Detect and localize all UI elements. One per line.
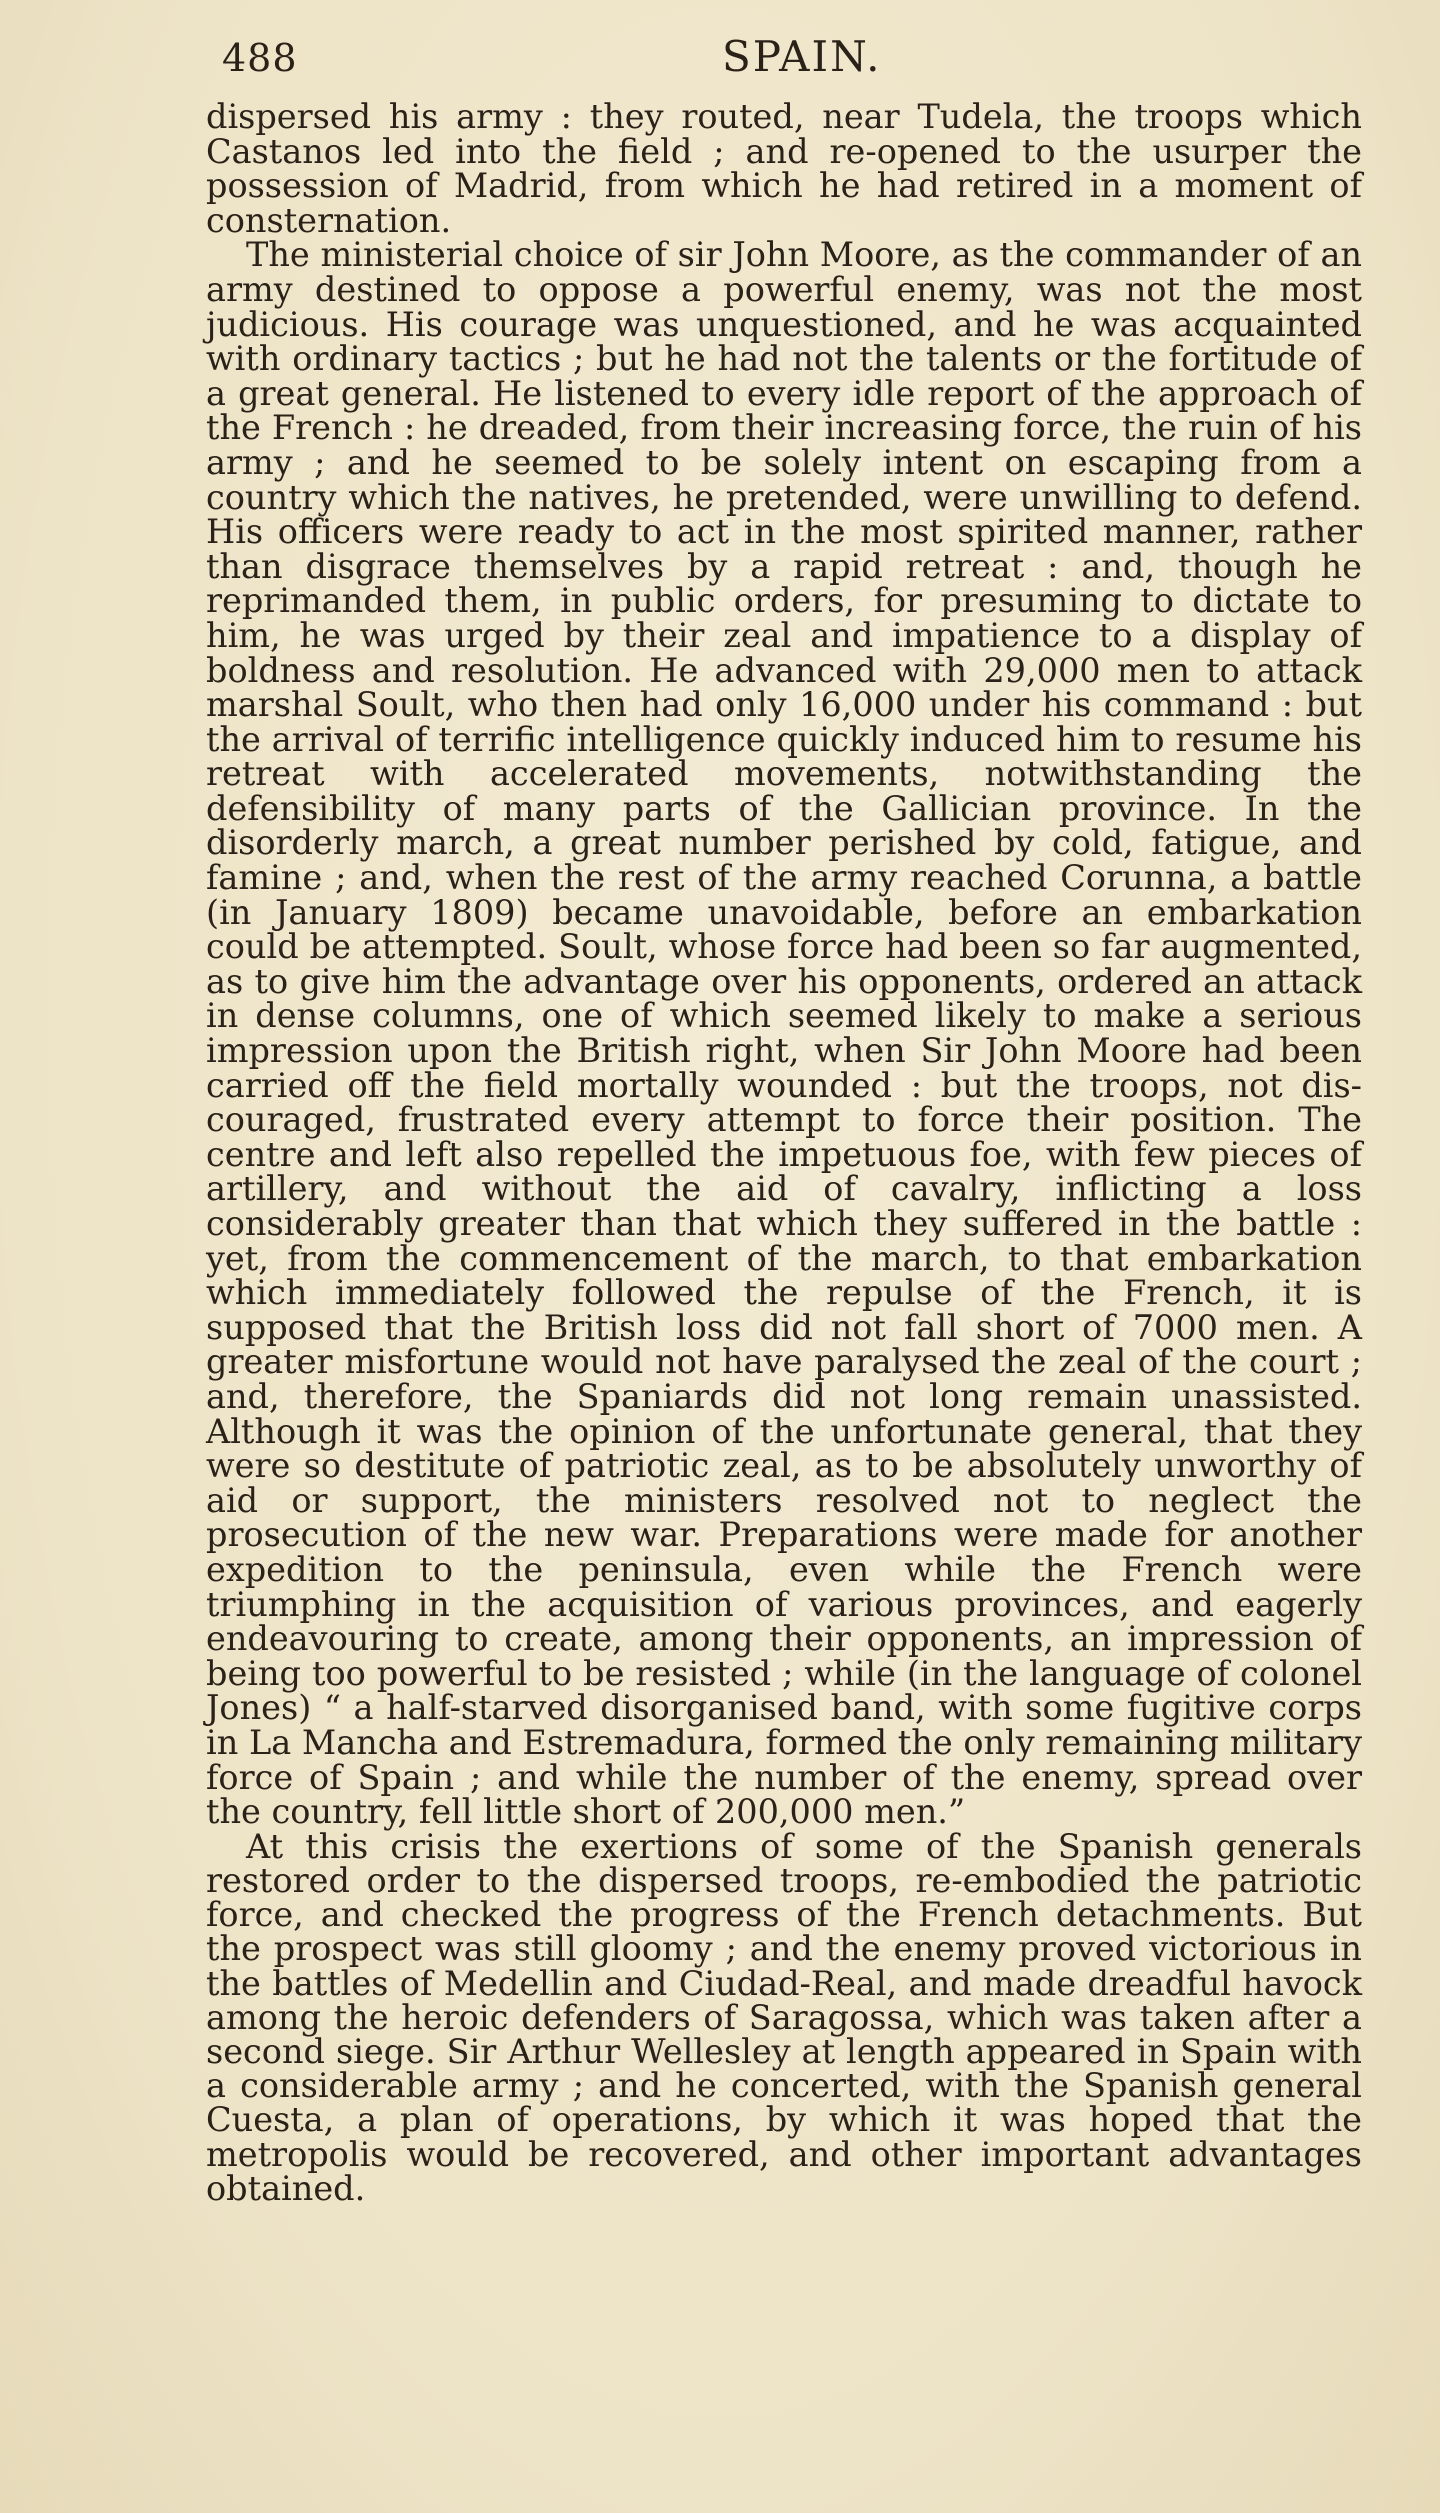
paragraph-crisis: At this crisis the exertions of some of the Spanish generals restored order to the dispersed troops, re-embodied the patriotic force, and checked the progress of the French detachments. But the prospect was still gloomy ; and the enemy proved victorious in the battles of Medellin and Ciudad-Real, and made dreadful havock among the heroic defenders of Saragossa, which was taken after a second siege. Sir Arthur Wellesley at length appeared in Spain with a considerable army ; and he concerted, with the Spanish general Cuesta, a plan of operations, by which it was hoped that the metropolis would be recovered, and other important advantages obtained.	[206, 1826, 1362, 2208]
running-title: SPAIN.	[722, 32, 882, 81]
paragraph-moore: The ministerial choice of sir John Moore, as the commander of an army destined to oppose a powerful enemy, was not the most judicious. His courage was unquestioned, and he was acquainted with ordinary tactics ; but he had not the talents or the fortitude of a great general. He listened to every idle report of the approach of the French : he dreaded, from their increasing force, the ruin of his army ; and he seemed to be solely intent on escaping from a country which the natives, he pretended, were unwilling to defend. His officers were ready to act in the most spirited manner, rather than disgrace themselves by a rapid retreat : and, though he reprimanded them, in public orders, for presuming to dictate to him, he was urged by their zeal and impatience to a display of boldness and resolution. He advanced with 29,000 men to attack marshal Soult, who then had only 16,000 under his command : but the arrival of terrific intelligence quickly induced him to resume his retreat with accelerated movements, notwithstanding the defensibility of many parts of the Gallician province. In the disorderly march, a great number perished by cold, fatigue, and famine ; and, when the rest of the army reached Corunna, a battle (in January 1809) became unavoidable, before an embarkation could be attempted. Soult, whose force had been so far augmented, as to give him the advantage over his opponents, ordered an attack in dense columns, one of which seemed likely to make a serious impression upon the British right, when Sir John Moore had been carried off the field mortally wounded : but the troops, not discouraged, frustrated every attempt to force their position. The centre and left also repelled the impetuous foe, with few pieces of artillery, and without the aid of cavalry, inflicting a loss considerably greater than that which they suffered in the battle : yet, from the commencement of the march, to that embarkation which immediately followed the repulse of the French, it is supposed that the British loss did not fall short of 7000 men. A greater misfortune would not have paralysed the zeal of the court ; and, therefore, the Spaniards did not long remain unassisted. Although it was the opinion of the unfortunate general, that they were so destitute of patriotic zeal, as to be absolutely unworthy of aid or support, the ministers resolved not to neglect the prosecution of the new war. Preparations were made for another expedition to the peninsula, even while the French were triumphing in the acquisition of various provinces, and eagerly endeavouring to create, among their opponents, an impression of being too powerful to be resisted ; while (in the language of colonel Jones) “ a half-starved disorganised band, with some fugitive corps in La Mancha and Estremadura, formed the only remaining military force of Spain ; and while the number of the enemy, spread over the country, fell little short of 200,000 men.”	[206, 235, 1362, 1832]
body-text	[206, 97, 1362, 2208]
paragraph-continuation: dispersed his army : they routed, near Tudela, the troops which Castanos led into the field ; and re-opened to the usurper the possession of Madrid, from which he had retired in a moment of consternation.	[206, 97, 1362, 240]
page-number: 488	[222, 36, 298, 80]
page-header	[222, 30, 1362, 90]
